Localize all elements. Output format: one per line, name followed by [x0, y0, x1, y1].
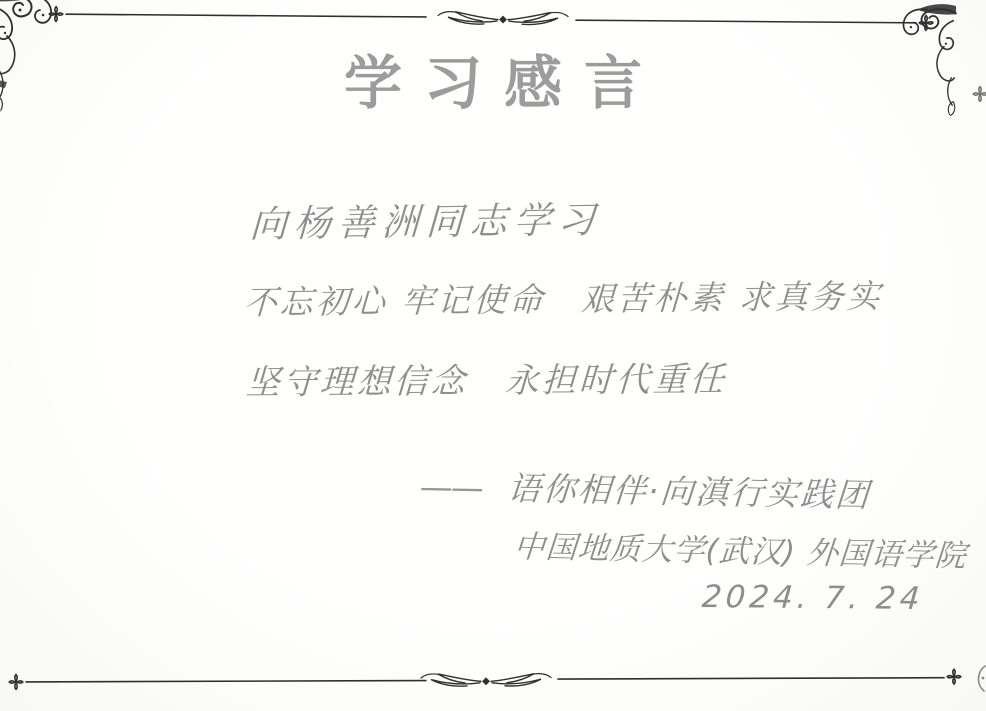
handwritten-institution-line: 中国地质大学(武汉) 外国语学院 — [512, 529, 969, 575]
signature-dash: —— — [418, 467, 484, 508]
bottom-border-rule — [6, 663, 966, 696]
handwritten-line-motto-2: 坚守理想信念 永担时代重任 — [244, 359, 728, 404]
handwritten-line-learn-from: 向杨善洲同志学习 — [249, 198, 603, 247]
signature-team-name: 语你相伴·向滇行实践团 — [506, 468, 872, 515]
handwritten-date: 2024. 7. 24 — [700, 579, 925, 617]
handwritten-line-motto-1: 不忘初心 牢记使命 艰苦朴素 求真务实 — [243, 276, 884, 323]
bottom-right-edge-scroll-fragment-icon — [974, 664, 986, 694]
page-title: 学习感言 — [343, 51, 664, 116]
handwritten-signature-line — [418, 461, 872, 517]
